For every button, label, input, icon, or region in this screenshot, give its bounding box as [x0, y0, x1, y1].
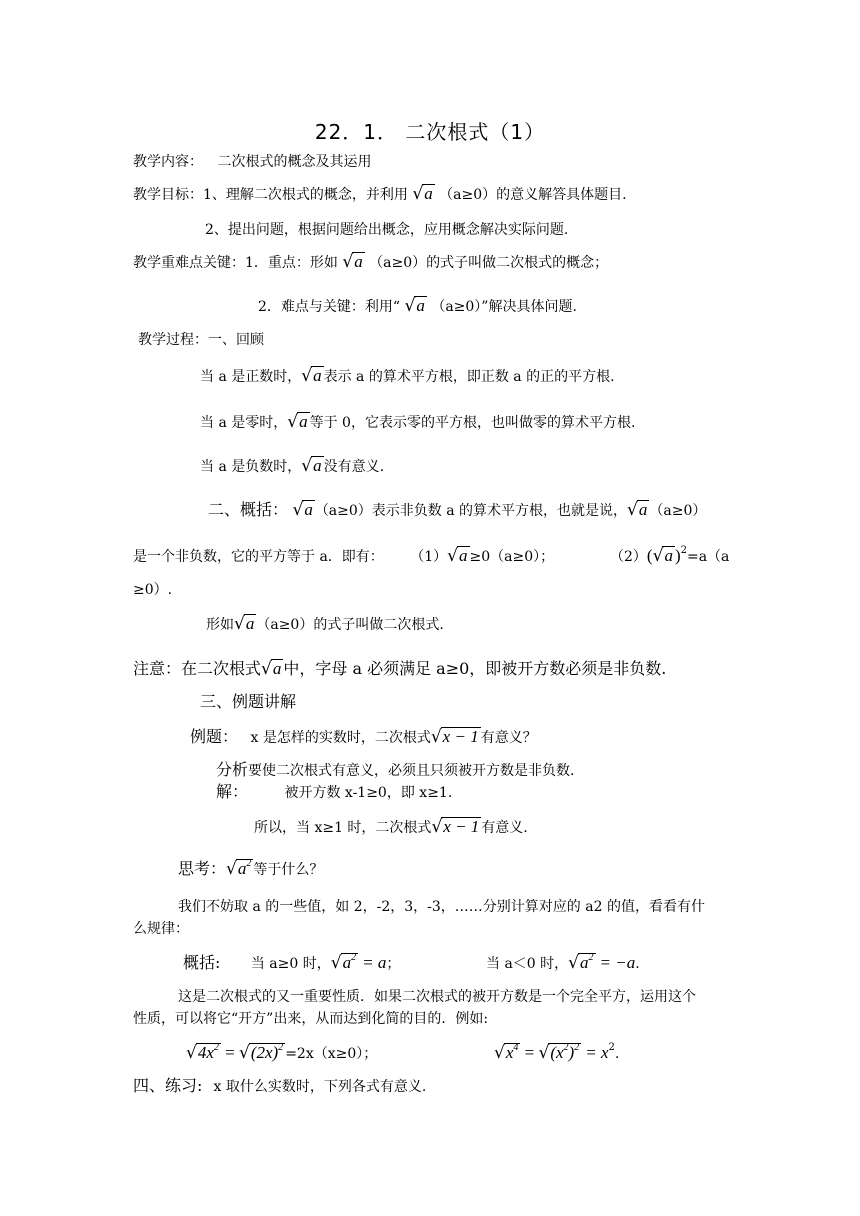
goal-line-2: 2、提出问题，根据问题给出概念，应用概念解决实际问题.: [205, 222, 569, 238]
think-line: 思考：$√a^2$ 等于什么？: [178, 858, 324, 879]
examples-heading: 三、例题讲解: [200, 692, 297, 711]
solution-label: 解：: [216, 782, 249, 801]
process-label: 教学过程：一、回顾: [138, 332, 264, 348]
review-1-pre: 当 a 是正数时，: [200, 369, 302, 385]
example-eq-line: $√4x^2 = √(2x)^2 =2x(x\ge 0)$； $√x^4 = √(x^2)^2 = x^2$.: [186, 1042, 620, 1063]
review-2-pre: 当 a 是零时，: [200, 415, 288, 431]
example-label: 例题：: [190, 727, 239, 746]
radicand-x2: (x: [550, 1043, 564, 1062]
summary-1-post: （a≥0）: [649, 503, 707, 519]
review-1-post: 表示 a 的算术平方根，即正数 a 的正的平方根.: [323, 369, 615, 385]
gen-2-post: .: [635, 956, 640, 972]
practice-text: x 取什么实数时，下列各式有意义.: [213, 1079, 427, 1095]
sqrt-a: a: [299, 412, 308, 431]
sqrt-x4: [504, 1043, 521, 1062]
content-text: 二次根式的概念及其运用: [217, 154, 372, 170]
sqrt-2x-sq: [249, 1043, 285, 1062]
review-line-1: 当 a 是正数时，√a 表示 a 的算术平方根，即正数 a 的正的平方根.: [200, 366, 615, 386]
radicand-a: a: [342, 953, 352, 972]
exp-4: 4: [513, 1042, 519, 1053]
review-3-post: 没有意义.: [323, 459, 385, 475]
so-pre: 所以，当 x≥1 时，二次根式: [254, 820, 432, 836]
sqrt-a: a: [272, 659, 282, 678]
key-label: 教学重难点关键：: [133, 255, 245, 271]
square-exp: 2: [213, 1042, 219, 1053]
sqrt-a: a: [416, 296, 425, 315]
summary-line-4: 形如√a （a≥0）的式子叫做二次根式.: [206, 614, 444, 634]
sqrt-a: a: [304, 500, 313, 519]
summary-4-pre: 形如: [206, 617, 234, 633]
summary-item-2-post: =a（a: [686, 549, 730, 565]
radicand-a: a: [580, 953, 589, 972]
analysis-label: 分析: [216, 760, 249, 779]
para-3: 这是二次根式的又一重要性质．如果二次根式的被开方数是一个完全平方，运用这个: [178, 989, 696, 1005]
sqrt-x2-sq: $(x^2)^2$: [550, 1042, 580, 1062]
equals-x2: = x: [585, 1043, 609, 1062]
key-2-post: （a≥0）”解决具体问题.: [431, 299, 577, 315]
gen-1-pre: 当 a≥0 时，: [250, 956, 331, 972]
key-2-pre: 2．难点与关键：利用“: [258, 299, 401, 315]
sqrt-a: a: [245, 614, 255, 633]
sqrt-a: a: [313, 456, 322, 475]
sqrt-x-minus-1: x − 1: [443, 817, 480, 836]
sqrt-a-squared: [341, 953, 359, 972]
summary-line-2: 是一个非负数，它的平方等于 a．即有： （1）√a ≥0（a≥0）； （2）(√a )$^2$=a（a: [133, 545, 730, 566]
summary-item-1-pre: （1）: [410, 549, 448, 565]
solution-text: 被开方数 x-1≥0，即 x≥1.: [284, 785, 453, 801]
goal-1-post: （a≥0）的意义解答具体题目.: [439, 187, 627, 203]
summary-item-2-pre: （2）: [610, 549, 647, 565]
practice-label: 四、练习:: [133, 1076, 203, 1095]
equals-a: = a: [362, 953, 387, 972]
practice-line: [133, 1076, 426, 1097]
sqrt-a: a: [424, 184, 433, 203]
summary-2-pre: 是一个非负数，它的平方等于 a．即有：: [133, 549, 384, 565]
sqrt-a: a: [638, 500, 648, 519]
note-line: 注意：在二次根式√a 中，字母 a 必须满足 a≥0，即被开方数必须是非负数.: [133, 659, 667, 679]
review-2-post: 等于 0，它表示零的平方根，也叫做零的算术平方根.: [309, 415, 636, 431]
sqrt-a: a: [354, 252, 363, 271]
summary-line-1: 二、概括： √a （a≥0）表示非负数 a 的算术平方根，也就是说，√a （a≥0）: [208, 500, 707, 520]
note-post: 中，字母 a 必须满足 a≥0，即被开方数必须是非负数.: [283, 659, 667, 678]
review-3-pre: 当 a 是负数时，: [200, 459, 302, 475]
key-line-2: 2．难点与关键：利用“ √a （a≥0）”解决具体问题.: [258, 296, 577, 316]
goal-1-pre: 1、理解二次根式的概念，并利用: [203, 187, 408, 203]
square-exp: 2: [278, 1042, 284, 1053]
gen-2: 当 a＜0 时，$√a^2 = -a$.: [486, 952, 640, 973]
summary-line-3: ≥0）.: [133, 582, 173, 598]
solution-line: [216, 782, 452, 803]
radicand-x: x: [505, 1043, 514, 1062]
think-label: 思考：: [178, 859, 227, 878]
note-pre: 注意：在二次根式: [133, 659, 262, 678]
square-exp: 2: [574, 1042, 580, 1053]
gen-1-post: ；: [386, 956, 401, 972]
square-exp: 2: [351, 952, 357, 963]
square-exp: 2: [588, 952, 594, 963]
analysis-text: 要使二次根式有意义，必须且只须被开方数是非负数.: [248, 763, 575, 779]
sqrt-a: a: [313, 366, 322, 385]
sqrt-4x2: [196, 1043, 221, 1062]
example-line: 例题： x 是怎样的实数时，二次根式√x − 1 有意义？: [190, 727, 537, 747]
sqrt-a: a: [459, 546, 468, 565]
example-post: 有意义？: [480, 730, 537, 746]
radicand-a: a: [237, 859, 247, 878]
para-2: 么规律：: [133, 921, 189, 937]
radicand-4x: 4x: [197, 1043, 214, 1062]
sqrt-a-squared: [578, 953, 596, 972]
goals-label: 教学目标：: [133, 187, 203, 203]
example-pre: x 是怎样的实数时，二次根式: [250, 730, 431, 746]
review-line-3: 当 a 是负数时，√a 没有意义.: [200, 456, 385, 476]
square-exp: 2: [608, 1042, 615, 1053]
sqrt-a: a: [664, 546, 673, 565]
para-4: 性质，可以将它“开方”出来，从而达到化简的目的．例如:: [133, 1011, 489, 1027]
gen-label: 概括:: [183, 953, 221, 972]
radicand-2x: (2x): [250, 1043, 279, 1062]
summary-1-pre: 二、概括：: [208, 500, 289, 519]
square-exp: 2: [563, 1042, 569, 1053]
para-1: 我们不妨取 a 的一些值，如 2，-2，3，-3，……分别计算对应的 a2 的值，看看有什: [178, 899, 705, 915]
key-line-1: 教学重难点关键：1．重点：形如 √a （a≥0）的式子叫做二次根式的概念；: [133, 252, 609, 272]
think-post: 等于什么？: [253, 862, 324, 878]
square-exp: 2: [680, 545, 687, 556]
sqrt-a-squared: [236, 859, 254, 878]
page-title: 22．1． 二次根式（1）: [314, 120, 546, 144]
eq-2: $√x^4 = √(x^2)^2 = x^2$.: [494, 1042, 620, 1063]
square-exp: 2: [246, 858, 252, 869]
summary-item-2: （2）(√a )$^2$=a（a: [610, 545, 730, 566]
sqrt-x-minus-1: x − 1: [442, 727, 479, 746]
review-line-2: 当 a 是零时，√a 等于 0，它表示零的平方根，也叫做零的算术平方根.: [200, 412, 636, 432]
gen-2-pre: 当 a＜0 时，: [486, 956, 569, 972]
key-1-pre: 1．重点：形如: [245, 255, 338, 271]
so-line: 所以，当 x≥1 时，二次根式√x − 1 有意义.: [254, 817, 528, 837]
content-line: [133, 152, 371, 172]
eq-2-post: .: [614, 1046, 620, 1062]
summary-1-mid: （a≥0）表示非负数 a 的算术平方根，也就是说，: [314, 503, 628, 519]
so-post: 有意义.: [481, 820, 528, 836]
eq-1-post: =2x（x≥0）；: [285, 1046, 378, 1062]
goal-line-1: 教学目标：1、理解二次根式的概念，并利用 √a （a≥0）的意义解答具体题目.: [133, 184, 627, 204]
gen-line: 概括: 当 a≥0 时，$√a^2 = a$； 当 a＜0 时，$√a^2 = -a$.: [183, 952, 640, 973]
equals-neg-a: = −a: [599, 953, 636, 972]
analysis-line: [216, 760, 574, 781]
key-1-post: （a≥0）的式子叫做二次根式的概念；: [369, 255, 609, 271]
summary-item-1-post: ≥0（a≥0）；: [469, 549, 555, 565]
content-label: 教学内容：: [133, 154, 203, 170]
summary-4-post: （a≥0）的式子叫做二次根式.: [256, 617, 444, 633]
